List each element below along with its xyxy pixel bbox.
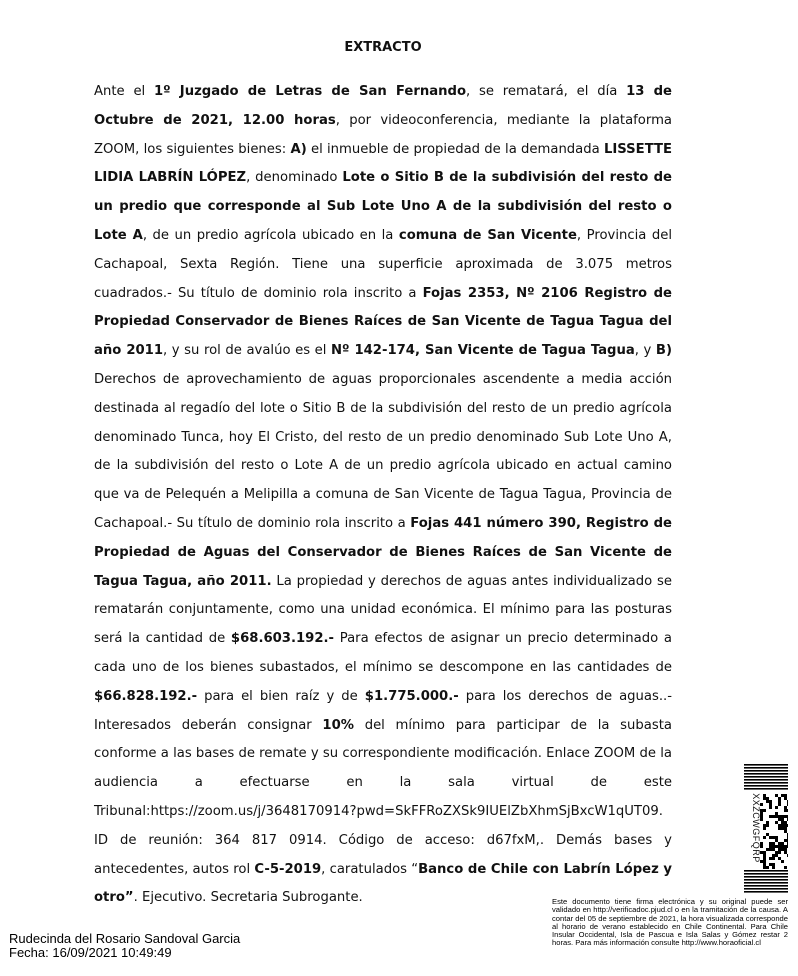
text-run: , y	[634, 343, 656, 359]
bold-text-run: Banco de Chile con Labrín López y otro”	[94, 861, 672, 906]
verification-code: XXZCWGFQRP	[751, 793, 761, 863]
text-run: Derechos de aprovechamiento de aguas proporcionales ascendente a media acción destinada al regadío del lote o Sitio B de la subdivisión del resto de un predio agrícola denominado Tunca, hoy El Cristo, del resto de un predio denominado Sub Lote Uno A, de la subdivisión del resto o Lote A de un predio agrícola ubicado en actual camino que va de Pelequén a Melipilla a comuna de San Vicente de Tagua Tagua, Provincia de Cachapoal.- Su título de dominio rola inscrito a	[94, 371, 672, 531]
signature-date: Fecha: 16/09/2021 10:49:49	[9, 945, 172, 960]
bold-text-run: A)	[290, 141, 307, 157]
verification-notice: Este documento tiene firma electrónica y su original puede ser validado en http://verificadoc.pjud.cl o en la tramitación de la causa. A contar del 05 de septiembre de 2021, la hora visualizada corresponde al horario de verano establecido en Chile Continental. Para Chile Insular Occidental, Isla de Pascua e Isla Salas y Gómez restar 2 horas. Para más información consulte http://www.horaoficial.cl	[552, 897, 788, 948]
bold-text-run: B)	[655, 343, 672, 359]
extract-body	[94, 78, 672, 913]
signer-name: Rudecinda del Rosario Sandoval Garcia	[9, 931, 241, 946]
bold-text-run: $68.603.192.-	[230, 631, 335, 647]
document-title: EXTRACTO	[344, 40, 422, 55]
bold-text-run: $66.828.192.-	[94, 688, 198, 704]
text-run: . Ejecutivo. Secretaria Subrogante.	[133, 890, 363, 906]
text-run: , denominado	[246, 170, 343, 186]
text-run: Para efectos de asignar un precio determinado a cada uno de los bienes subastados, el mínimo se descompone en las cantidades de	[94, 631, 672, 675]
bold-text-run: 1º Juzgado de Letras de San Fernando	[154, 84, 467, 99]
signer-block	[9, 932, 240, 960]
text-run: el inmueble de propiedad de la demandada	[306, 141, 604, 157]
bold-text-run: C-5-2019	[254, 861, 322, 877]
bold-text-run: LISSETTE LIDIA LABRÍN LÓPEZ	[94, 141, 672, 186]
text-run: , caratulados “	[321, 861, 419, 877]
bold-text-run: Fojas 441 número 390, Registro de Propiedad de Aguas del Conservador de Bienes Raíces de San Vicente de Tagua Tagua, año 2011.	[94, 515, 672, 589]
bold-text-run: Nº 142-174, San Vicente de Tagua Tagua	[331, 343, 635, 359]
bold-text-run: Fojas 2353, Nº 2106 Registro de Propiedad Conservador de Bienes Raíces de San Vicente de Tagua Tagua del año 2011	[94, 285, 672, 359]
bold-text-run: 13 de Octubre de 2021, 12.00 horas	[94, 84, 673, 128]
text-run: del mínimo para participar de la subasta conforme a las bases de remate y su correspondiente modificación. Enlace ZOOM de la audiencia a efectuarse en la sala virtual de este Tribunal:https://zoom.us/j/3648170914?pwd=SkFFRoZXSk9IUElZbXhmSjBxcW1qUT09. ID de reunión: 364 817 0914. Código de acceso: d67fxM,. Demás bases y antecedentes, autos rol	[94, 717, 672, 877]
bold-text-run: $1.775.000.-	[364, 688, 459, 704]
bold-text-run: 10%	[322, 717, 354, 733]
text-run: para los derechos de aguas..- Interesados deberán consignar	[94, 688, 672, 733]
bold-text-run: comuna de San Vicente	[398, 227, 577, 243]
text-run: , de un predio agrícola ubicado en la	[142, 227, 399, 243]
bold-text-run: Lote o Sitio B de la subdivisión del resto de un predio que corresponde al Sub Lote Uno A de la subdivisión del resto o Lote A	[94, 170, 672, 243]
text-run: , por videoconferencia, mediante la plataforma ZOOM, los siguientes bienes:	[94, 112, 672, 157]
text-run: para el bien raíz y de	[197, 688, 365, 704]
text-run: , y su rol de avalúo es el	[163, 343, 331, 359]
text-run: La propiedad y derechos de aguas antes individualizado se rematarán conjuntamente, como una unidad económica. El mínimo para las posturas será la cantidad de	[94, 573, 672, 647]
text-run: , se rematará, el día	[466, 84, 627, 99]
text-run: , Provincia del Cachapoal, Sexta Región. Tiene una superficie aproximada de 3.075 metros cuadrados.- Su título de dominio rola inscrito a	[94, 227, 672, 301]
text-run: Ante el	[94, 84, 154, 99]
